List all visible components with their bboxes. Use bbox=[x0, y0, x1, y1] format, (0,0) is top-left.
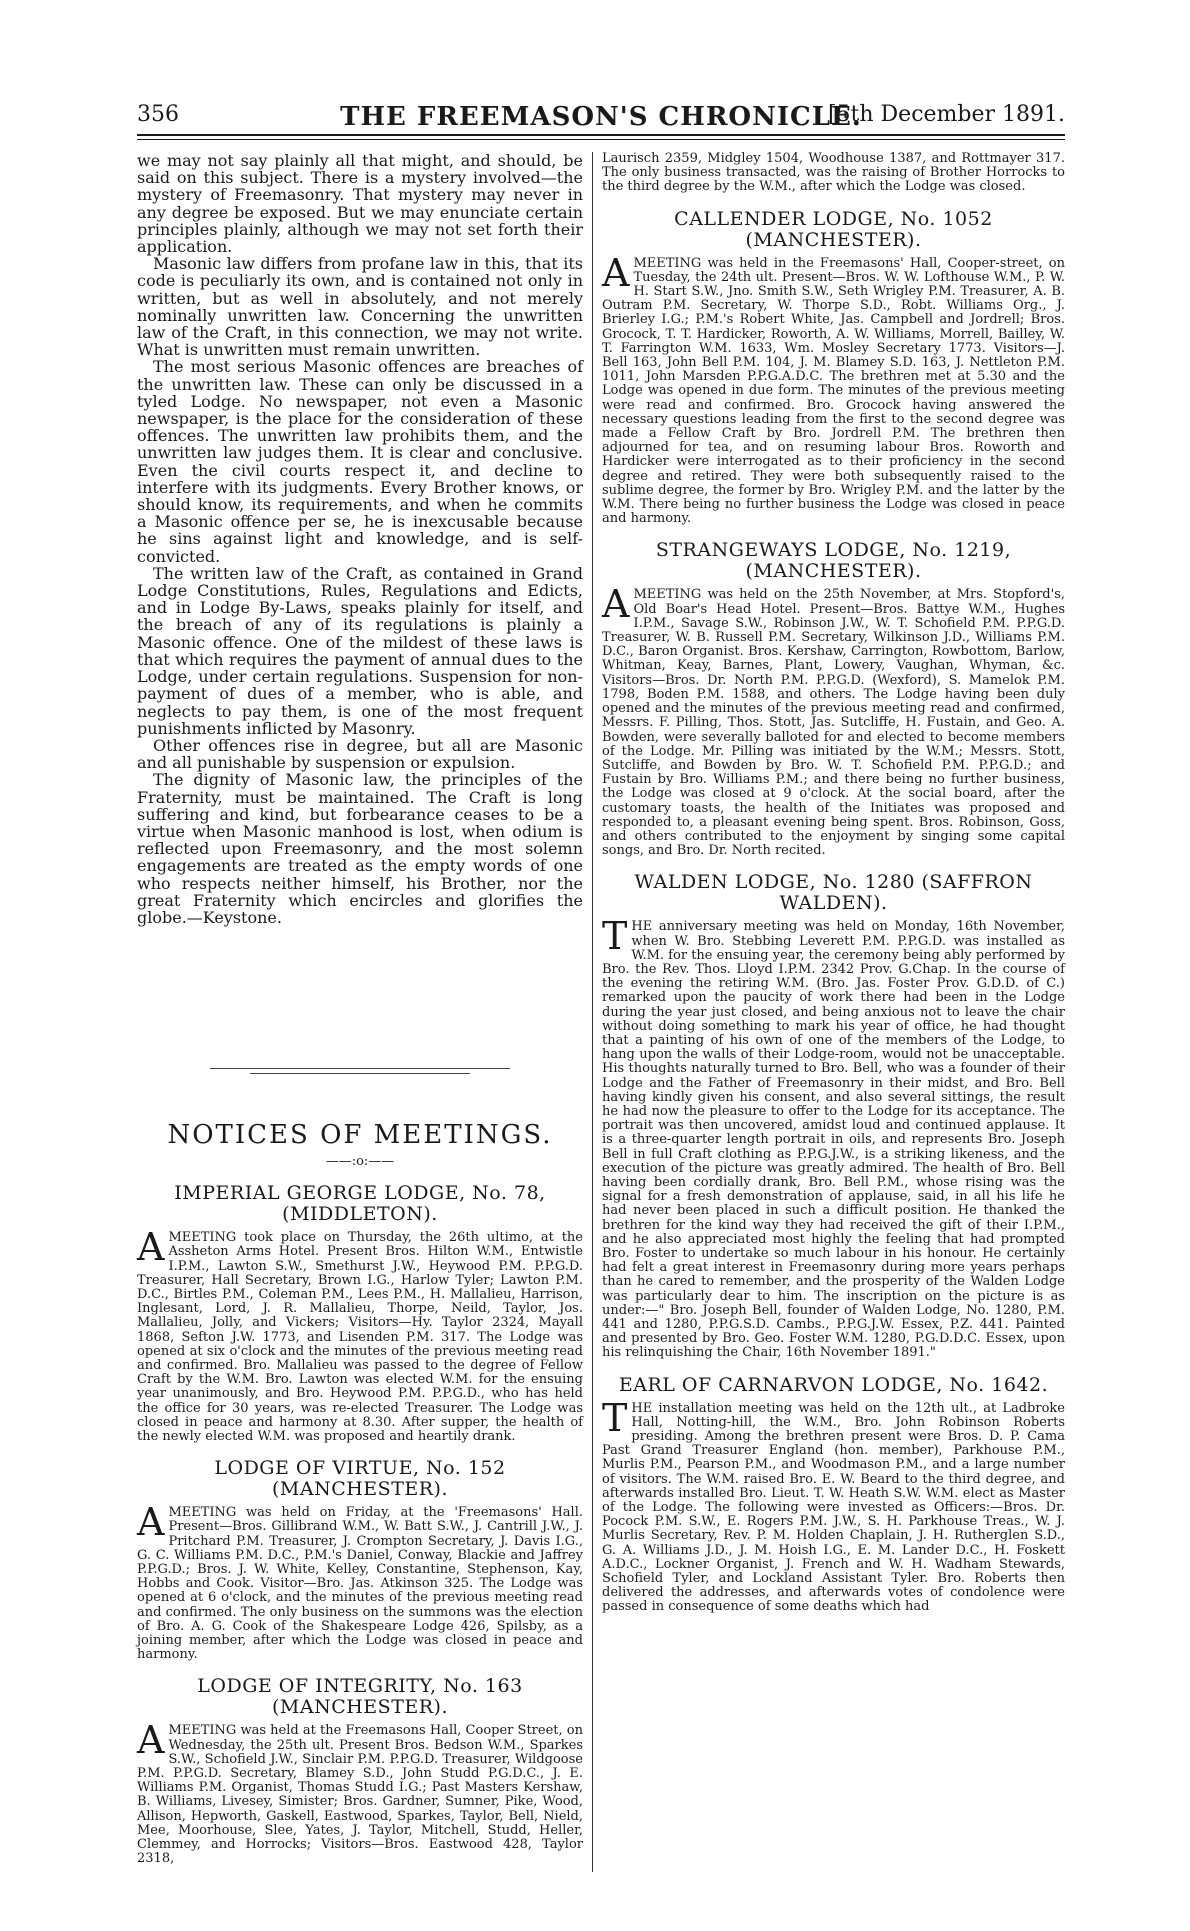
issue-date: [5th December 1891. bbox=[827, 102, 1065, 127]
lodge-body bbox=[602, 1395, 1065, 1615]
masthead-title: THE FREEMASON'S CHRONICLE. bbox=[340, 102, 862, 132]
right-column bbox=[602, 152, 1065, 1852]
lodge-notice bbox=[602, 872, 1065, 1360]
lodge-notice bbox=[137, 1676, 583, 1866]
drop-cap: T bbox=[602, 1395, 628, 1440]
lodge-body-text: MEETING was held on Friday, at the 'Freemasons' Hall. Present—Bros. Gillibrand W.M., W. Batt S.W., J. Cantrill J.W., J. Pritchard P.M. Treasurer, J. Crompton Secretary, J. Davis I.G., G. C. Williams P.M. D.C., P.M.'s Daniel, Conway, Blackie and Jaffrey P.P.G.D.; Bros. J. W. White, Kelley, Constantine, Stephenson, Kay, Hobbs and Cook. Visitor—Bro. Jas. Atkinson 325. The Lodge was opened at 6 o'clock, and the minutes of the previous meeting read and confirmed. The only business on the summons was the election of Bro. A. G. Cook of the Shakespeare Lodge 426, Spilsby, as a joining member, after which the Lodge was closed in peace and harmony. bbox=[137, 1505, 583, 1663]
lodge-heading: CALLENDER LODGE, No. 1052 (MANCHESTER). bbox=[674, 207, 993, 251]
essay-paragraph: we may not say plainly all that might, and should, be said on this subject. There is a mystery involved—the mystery of Freemasonry. That mystery may never in any degree be exposed. But we may enunciate certain principles plainly, although we may not set forth their application. bbox=[137, 151, 583, 257]
section-separator-thin bbox=[250, 1073, 470, 1074]
column-divider bbox=[592, 152, 593, 1872]
lodge-body-text: MEETING took place on Thursday, the 26th ultimo, at the Assheton Arms Hotel. Present Bros. Hilton W.M., Entwistle I.P.M., Lawton S.W., Smethurst J.W., Heywood P.M. P.P.G.D. Treasurer, Hall Secretary, Brown I.G., Harlow Tyler; Lawton P.M. D.C., Birtles P.M., Coleman P.M., Lees P.M., H. Mallalieu, Harrison, Inglesant, Lord, J. R. Mallalieu, Thorpe, Neild, Taylor, Jos. Mallalieu, Jolly, and Vickers; Visitors—Hy. Taylor 2324, Mayall 1868, Sefton J.W. 1773, and Lisenden P.M. 317. The Lodge was opened at six o'clock and the minutes of the previous meeting read and confirmed. Bro. Mallalieu was passed to the degree of Fellow Craft by the W.M. Bro. Lawton was elected W.M. for the ensuing year unanimously, and Bro. Heywood P.M. P.P.G.D., who has held the office for 30 years, was re-elected Treasurer. The Lodge was closed in peace and harmony at 8.30. After supper, the health of the newly elected W.M. was proposed and heartily drank. bbox=[137, 1230, 583, 1444]
left-column bbox=[137, 151, 583, 1867]
lodge-notice bbox=[602, 540, 1065, 858]
lodge-body bbox=[602, 250, 1065, 527]
lodge-notice bbox=[602, 209, 1065, 527]
lodge-body bbox=[137, 1718, 583, 1867]
essay-paragraph: The most serious Masonic offences are breaches of the unwritten law. These can only be discussed in a tyled Lodge. No newspaper, not even a Masonic newspaper, is the place for the consideration of these offences. The unwritten law prohibits them, and the unwritten law judges them. It is clear and conclusive. Even the civil courts respect it, and decline to interfere with its judgments. Every Brother knows, or should know, its requirements, and when he commits a Masonic offence per se, he is inexcusable because he sins against light and knowledge, and is self-convicted. bbox=[137, 357, 583, 566]
drop-cap: A bbox=[137, 1225, 165, 1270]
lodge-heading: STRANGEWAYS LODGE, No. 1219, (MANCHESTER). bbox=[655, 539, 1012, 583]
lodge-body-text: MEETING was held on the 25th November, at Mrs. Stopford's, Old Boar's Head Hotel. Present—Bros. Battye W.M., Hughes I.P.M., Savage S.W., Robinson J.W., W. T. Schofield P.M. P.P.G.D. Treasurer, W. B. Russell P.M. Secretary, Wilkinson J.D., Williams P.M. D.C., Baron Organist. Bros. Kershaw, Carrington, Rowbottom, Barlow, Whitman, Keay, Barnes, Plant, Lowery, Vaughan, Whyman, &c. Visitors—Bros. Dr. North P.M. P.P.G.D. (Wexford), S. Mamelok P.M. 1798, Boden P.M. 1588, and others. The Lodge having been duly opened and the minutes of the previous meeting read and confirmed, Messrs. F. Pilling, Thos. Stott, Jas. Sutcliffe, H. Fustain, and Geo. A. Bowden, were severally balloted for and elected to become members of the Lodge. Mr. Pilling was initiated by the W.M.; Messrs. Stott, Sutcliffe, and Bowden by Bro. W. T. Schofield P.M. P.P.G.D.; and Fustain by Bro. Williams P.M.; and there being no further business, the Lodge was closed at 9 o'clock. At the social board, after the customary toasts, the health of the Initiates was proposed and responded to, a pleasant evening being spent. Bros. Robinson, Goss, and others contributed to the enjoyment by singing some capital songs, and Bro. Dr. North recited. bbox=[602, 587, 1065, 859]
lodge-body-text: MEETING was held at the Freemasons Hall, Cooper Street, on Wednesday, the 25th ult. Present Bros. Bedson W.M., Sparkes S.W., Schofield J.W., Sinclair P.M. P.P.G.D. Treasurer, Wildgoose P.M. P.P.G.D. Secretary, Blamey S.D., John Studd P.G.D.C., J. E. Williams P.M. Organist, Thomas Studd I.G.; Past Masters Kershaw, B. Williams, Livesey, Simister; Bros. Gardner, Sumner, Pike, Wood, Allison, Hepworth, Gaskell, Eastwood, Sparkes, Taylor, Bell, Nield, Mee, Moorhouse, Slee, Yates, J. Taylor, Mitchell, Studd, Heller, Clemmey, and Horrocks; Visitors—Bros. Eastwood 428, Taylor 2318, bbox=[137, 1723, 583, 1867]
drop-cap: A bbox=[137, 1500, 165, 1545]
lodge-heading: IMPERIAL GEORGE LODGE, No. 78, (MIDDLETON). bbox=[174, 1182, 546, 1226]
lodge-body-text: HE anniversary meeting was held on Monday, 16th November, when W. Bro. Stebbing Leverett P.M. P.P.G.D. was installed as W.M. for the ensuing year, the ceremony being ably performed by Bro. the Rev. Thos. Lloyd I.P.M. 2342 Prov. G.Chap. In the course of the evening the retiring W.M. (Bro. Jas. Foster Prov. G.D.D. of C.) remarked upon the paucity of work there had been in the Lodge during the year just closed, and being anxious not to leave the chair without doing something to mark his year of office, he had thought that a painting of his own of one of the members of the Lodge, to hang upon the walls of their Lodge-room, would not be unacceptable. His thoughts naturally turned to Bro. Bell, who was a founder of their Lodge and the Father of Freemasonry in their midst, and Bro. Bell having kindly given his consent, and also several sittings, the result he had now the pleasure to offer to the Lodge for its acceptance. The portrait was then uncovered, amidst loud and continued applause. It is a three-quarter length portrait in oils, and represents Bro. Joseph Bell in full Craft clothing as P.P.G.J.W., is a striking likeness, and the execution of the picture was greatly admired. The health of Bro. Bell having been cordially drank, Bro. Bell P.M., whose rising was the signal for a fresh demonstration of applause, said, in all his life he had never been placed in such a difficult position. He thanked the brethren for the kind way they had received the gift of their I.P.M., and he also appreciated most highly the feeling that had prompted Bro. Foster to undertake so much labour in his honour. He certainly had felt a great interest in Freemasonry during more years perhaps than he cared to remember, and the prosperity of the Walden Lodge was particularly dear to him. The inscription on the picture is as under:—" Bro. Joseph Bell, founder of Walden Lodge, No. 1280, P.M. 441 and 1280, P.P.G.S.D. Cambs., P.P.G.J.W. Essex, P.Z. 441. Painted and presented by Bro. Geo. Foster W.M. 1280, P.G.D.D.C. Essex, upon his relinquishing the Chair, 16th November 1891." bbox=[602, 919, 1065, 1361]
lodge-notice bbox=[137, 1458, 583, 1662]
essay-paragraph: Masonic law differs from profane law in this, that its code is peculiarly its own, and is contained not only in written, but as well in absolutely, and not merely nominally unwritten law. Concerning the unwritten law of the Craft, in this connection, we may not write. What is unwritten must remain unwritten. bbox=[137, 254, 583, 360]
lodge-body bbox=[137, 1500, 583, 1663]
essay-paragraph: The written law of the Craft, as contained in Grand Lodge Constitutions, Rules, Regulations and Edicts, and in Lodge By-Laws, speaks plainly for itself, and the breach of any of its regulations is plainly a Masonic offence. One of the mildest of these laws is that which requires the payment of annual dues to the Lodge, under certain regulations. Suspension for non-payment of dues of a member, who is able, and neglects to pay them, is one of the most frequent punishments inflicted by Masonry. bbox=[137, 563, 583, 738]
lodge-body bbox=[602, 914, 1065, 1361]
drop-cap: A bbox=[137, 1718, 165, 1763]
lodge-heading: WALDEN LODGE, No. 1280 (SAFFRON WALDEN). bbox=[634, 871, 1033, 915]
essay bbox=[137, 152, 583, 926]
lodge-heading: LODGE OF INTEGRITY, No. 163 (MANCHESTER). bbox=[197, 1675, 523, 1719]
drop-cap: T bbox=[602, 914, 628, 959]
essay-paragraph: Other offences rise in degree, but all are Masonic and all punishable by suspension or expulsion. bbox=[137, 735, 583, 773]
lodge-heading: EARL OF CARNARVON LODGE, No. 1642. bbox=[618, 1373, 1049, 1396]
ornament-divider: ——:o:—— bbox=[325, 1154, 395, 1170]
lodge-notice bbox=[602, 1375, 1065, 1615]
page-number: 356 bbox=[137, 102, 179, 127]
header-rule-thin bbox=[137, 139, 1065, 140]
header-rule bbox=[137, 134, 1065, 136]
section-separator bbox=[210, 1068, 510, 1069]
essay-paragraph: The dignity of Masonic law, the principles of the Fraternity, must be maintained. The Craft is long suffering and kind, but forbearance ceases to be a virtue when Masonic manhood is lost, when odium is reflected upon Freemasonry, and the most solemn engagements are treated as the empty words of one who respects neither himself, his Brother, nor the great Fraternity which encircles and glorifies the globe.—Keystone. bbox=[137, 770, 583, 927]
drop-cap: A bbox=[602, 250, 630, 295]
lodge-heading: LODGE OF VIRTUE, No. 152 (MANCHESTER). bbox=[214, 1457, 506, 1501]
lodge-body-text: HE installation meeting was held on the 12th ult., at Ladbroke Hall, Notting-hill, the W.M., Bro. John Robinson Roberts presiding. Among the brethren present were Bros. D. P. Cama Past Grand Treasurer England (hon. member), Parkhouse P.M., Murlis P.M., Pearson P.M., and Woodmason P.M., and a large number of visitors. The W.M. raised Bro. E. W. Beard to the third degree, and afterwards installed Bro. Lieut. T. W. Heath S.W. W.M. elect as Master of the Lodge. The following were invested as Officers:—Bros. Dr. Pocock P.M. S.W., E. Rogers P.M. J.W., S. H. Parkhouse Treas., W. J. Murlis Secretary, Rev. P. M. Holden Chaplain, J. H. Rutherglen S.D., G. A. Williams J.D., J. M. Hoish I.G., E. M. Lander D.C., H. Foskett A.D.C., Lockner Organist, J. French and W. H. Wadham Stewards, Schofield Tyler, and Lockland Assistant Tyler. Bro. Roberts then delivered the addresses, and afterwards votes of condolence were passed in consequence of some deaths which had bbox=[602, 1400, 1065, 1615]
lodge-body bbox=[137, 1225, 583, 1444]
lodge-body-text: MEETING was held in the Freemasons' Hall, Cooper-street, on Tuesday, the 24th ult. Present—Bros. W. W. Lofthouse W.M., P. W. H. Start S.W., Jno. Smith S.W., Seth Wrigley P.M. Treasurer, A. B. Outram P.M. Secretary, W. Thorpe S.D., Robt. Williams Org., J. Brierley I.G.; P.M.'s Robert White, Jas. Campbell and Jordrell; Bros. Grocock, T. T. Hardicker, Roworth, A. W. Williams, Morrell, Bailley, W. T. Farrington W.M. 1633, Wm. Mosley Secretary 1773. Visitors—J. Bell 163, John Bell P.M. 104, J. M. Blamey S.D. 163, J. Nettleton P.M. 1011, John Marsden P.P.G.A.D.C. The brethren met at 5.30 and the Lodge was opened in due form. The minutes of the previous meeting were read and confirmed. Bro. Grocock having answered the necessary questions leading from the first to the second degree was made a Fellow Craft by Bro. Jordrell P.M. The brethren then adjourned for tea, and on resuming labour Bros. Roworth and Hardicker were interrogated as to their proficiency in the second degree and retired. They were both subsequently raised to the sublime degree, the former by Bro. Wrigley P.M. and the latter by the W.M. There being no further business the Lodge was closed in peace and harmony. bbox=[602, 255, 1065, 527]
lodge-notice bbox=[137, 1183, 583, 1444]
continued-text: Laurisch 2359, Midgley 1504, Woodhouse 1387, and Rottmayer 317. The only business transacted, was the raising of Brother Horrocks to the third degree by the W.M., after which the Lodge was closed. bbox=[602, 151, 1065, 195]
notices-title: NOTICES OF MEETINGS. bbox=[167, 1120, 553, 1151]
drop-cap: A bbox=[602, 582, 630, 627]
page-header bbox=[137, 102, 1065, 134]
lodge-body bbox=[602, 582, 1065, 859]
